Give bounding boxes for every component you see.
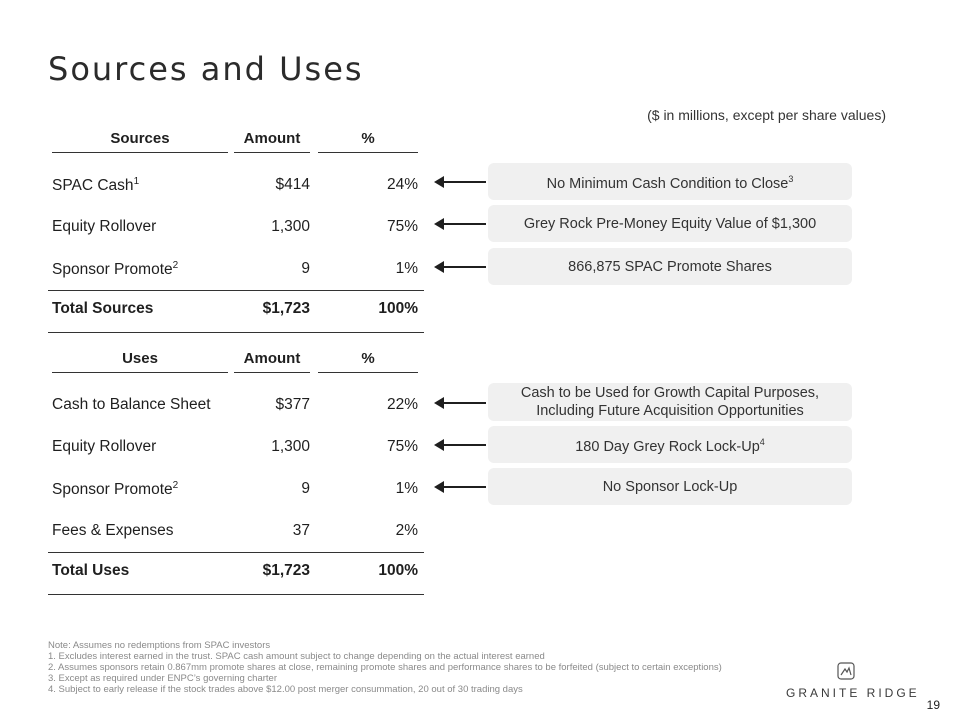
row-label: Fees & Expenses bbox=[52, 522, 174, 539]
callout-box: No Sponsor Lock-Up bbox=[488, 468, 852, 505]
callout-box: 866,875 SPAC Promote Shares bbox=[488, 248, 852, 285]
granite-ridge-logo-icon bbox=[837, 662, 855, 680]
page-title: Sources and Uses bbox=[48, 50, 364, 88]
arrow-left-icon bbox=[436, 181, 486, 183]
footnote-marker: 2 bbox=[172, 480, 179, 491]
arrow-left-icon bbox=[436, 444, 486, 446]
row-amount: 9 bbox=[301, 260, 310, 277]
row-pct: 1% bbox=[395, 260, 418, 277]
row-amount: $377 bbox=[275, 396, 310, 413]
footnote: 3. Except as required under ENPC’s governing charter bbox=[48, 673, 278, 684]
row-label: Cash to Balance Sheet bbox=[52, 396, 211, 413]
col-header-amount: Amount bbox=[234, 350, 310, 373]
callout-box: Grey Rock Pre-Money Equity Value of $1,300 bbox=[488, 205, 852, 242]
table-row bbox=[48, 468, 424, 510]
callout-box: 180 Day Grey Rock Lock-Up$^4$ bbox=[488, 426, 852, 463]
row-pct: 2% bbox=[395, 522, 418, 539]
units-note: ($ in millions, except per share values) bbox=[647, 107, 886, 123]
row-amount: 1,300 bbox=[271, 218, 310, 235]
col-header-sources: Sources bbox=[52, 130, 228, 153]
footnote-marker: 4 bbox=[759, 437, 765, 448]
row-pct: 75% bbox=[386, 218, 418, 235]
company-logo-text: GRANITE RIDGE bbox=[786, 686, 920, 700]
row-amount: 1,300 bbox=[271, 438, 310, 455]
total-pct: 100% bbox=[378, 300, 418, 317]
arrow-left-icon bbox=[436, 402, 486, 404]
table-row bbox=[48, 206, 424, 248]
sources-header bbox=[48, 130, 424, 154]
total-label: Total Uses bbox=[52, 562, 130, 579]
row-label: Equity Rollover bbox=[52, 218, 157, 235]
total-sources-row bbox=[48, 290, 424, 333]
total-amount: $1,723 bbox=[262, 562, 310, 579]
row-label: Sponsor Promote bbox=[52, 481, 173, 499]
total-label: Total Sources bbox=[52, 300, 154, 317]
footnote-marker: 2 bbox=[172, 260, 179, 271]
col-header-amount: Amount bbox=[234, 130, 310, 153]
footnote-marker: 3 bbox=[788, 174, 794, 185]
table-row bbox=[48, 384, 424, 426]
table-row bbox=[48, 164, 424, 206]
arrow-left-icon bbox=[436, 266, 486, 268]
callout-box: No Minimum Cash Condition to Close$^3$ bbox=[488, 163, 852, 200]
row-pct: 75% bbox=[386, 438, 418, 455]
col-header-pct: % bbox=[318, 350, 418, 373]
row-amount: 37 bbox=[292, 522, 310, 539]
total-amount: $1,723 bbox=[262, 300, 310, 317]
uses-table bbox=[48, 350, 424, 595]
total-pct: 100% bbox=[378, 562, 418, 579]
row-label: Equity Rollover bbox=[52, 438, 157, 455]
footnote: 1. Excludes interest earned in the trust. SPAC cash amount subject to change depending on the actual interest earned bbox=[48, 651, 545, 662]
col-header-uses: Uses bbox=[52, 350, 228, 373]
row-amount: $414 bbox=[275, 176, 310, 193]
arrow-left-icon bbox=[436, 223, 486, 225]
uses-header bbox=[48, 350, 424, 374]
footnote: 4. Subject to early release if the stock trades above $12.00 post merger consummation, 20 out of 30 trading days bbox=[48, 684, 523, 695]
page-number: 19 bbox=[926, 698, 940, 712]
col-header-pct: % bbox=[318, 130, 418, 153]
callout-box: Cash to be Used for Growth Capital Purposes, Including Future Acquisition Opportunities bbox=[488, 383, 852, 421]
footnotes bbox=[48, 640, 722, 695]
row-pct: 1% bbox=[395, 480, 418, 497]
footnote-marker: 1 bbox=[133, 176, 140, 187]
footnote: Note: Assumes no redemptions from SPAC investors bbox=[48, 640, 271, 651]
arrow-left-icon bbox=[436, 486, 486, 488]
table-row bbox=[48, 426, 424, 468]
row-pct: 22% bbox=[386, 396, 418, 413]
total-uses-row bbox=[48, 552, 424, 595]
row-amount: 9 bbox=[301, 480, 310, 497]
row-label: Sponsor Promote bbox=[52, 261, 173, 279]
row-label: SPAC Cash bbox=[52, 177, 134, 195]
footnote: 2. Assumes sponsors retain 0.867mm promote shares at close, remaining promote shares and performance shares to be forfeited (subject to certain exceptions) bbox=[48, 662, 722, 673]
table-row bbox=[48, 510, 424, 552]
sources-table bbox=[48, 130, 424, 333]
row-pct: 24% bbox=[386, 176, 418, 193]
table-row bbox=[48, 248, 424, 290]
